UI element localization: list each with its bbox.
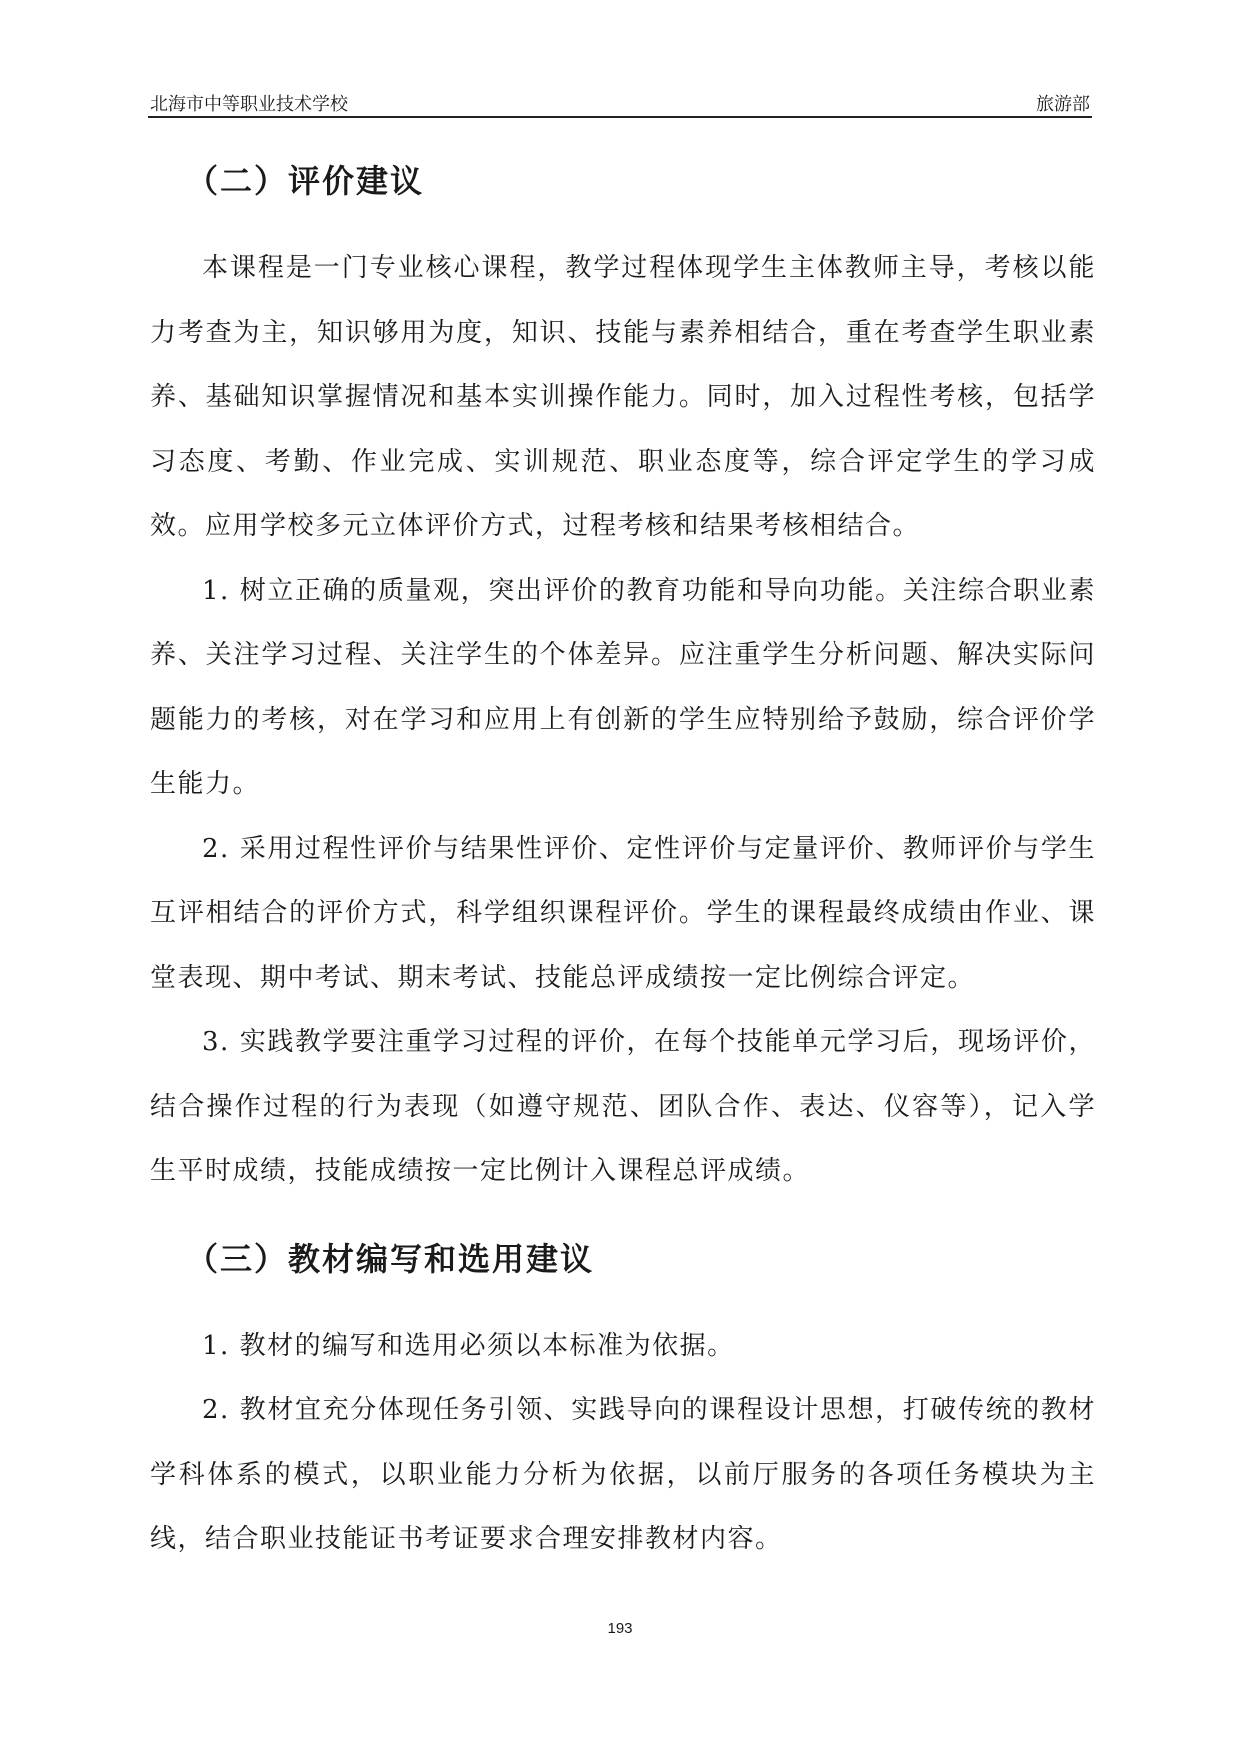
evaluation-item-1: 1. 树立正确的质量观，突出评价的教育功能和导向功能。关注综合职业素养、关注学习过程、关注学生的个体差异。应注重学生分析问题、解决实际问题能力的考核，对在学习和应用上有创新的学生应特别给予鼓励，综合评价学生能力。 (150, 575, 1096, 799)
page-number: 193 (607, 1620, 633, 1637)
page-body (150, 150, 1096, 1572)
header-department: 旅游部 (1036, 94, 1090, 115)
evaluation-item-3: 3. 实践教学要注重学习过程的评价，在每个技能单元学习后，现场评价，结合操作过程的行为表现（如遵守规范、团队合作、表达、仪容等），记入学生平时成绩，技能成绩按一定比例计入课程总评成绩。 (150, 1027, 1096, 1186)
header-school-name: 北海市中等职业技术学校 (150, 94, 348, 115)
evaluation-item-2: 2. 采用过程性评价与结果性评价、定性评价与定量评价、教师评价与学生互评相结合的评价方式，科学组织课程评价。学生的课程最终成绩由作业、课堂表现、期中考试、期末考试、技能总评成绩按一定比例综合评定。 (150, 833, 1096, 993)
section-title-textbook: （三）教材编写和选用建议 (186, 1239, 595, 1278)
textbook-item-2: 2. 教材宜充分体现任务引领、实践导向的课程设计思想，打破传统的教材学科体系的模式，以职业能力分析为依据，以前厅服务的各项任务模块为主线，结合职业技能证书考证要求合理安排教材内容。 (150, 1395, 1096, 1554)
page-header (148, 86, 1092, 118)
section-title-evaluation: （二）评价建议 (186, 162, 425, 200)
textbook-item-1: 1. 教材的编写和选用必须以本标准为依据。 (202, 1330, 735, 1361)
evaluation-intro-paragraph: 本课程是一门专业核心课程，教学过程体现学生主体教师主导，考核以能力考查为主，知识够用为度，知识、技能与素养相结合，重在考查学生职业素养、基础知识掌握情况和基本实训操作能力。同时，加入过程性考核，包括学习态度、考勤、作业完成、实训规范、职业态度等，综合评定学生的学习成效。应用学校多元立体评价方式，过程考核和结果考核相结合。 (150, 253, 1096, 541)
